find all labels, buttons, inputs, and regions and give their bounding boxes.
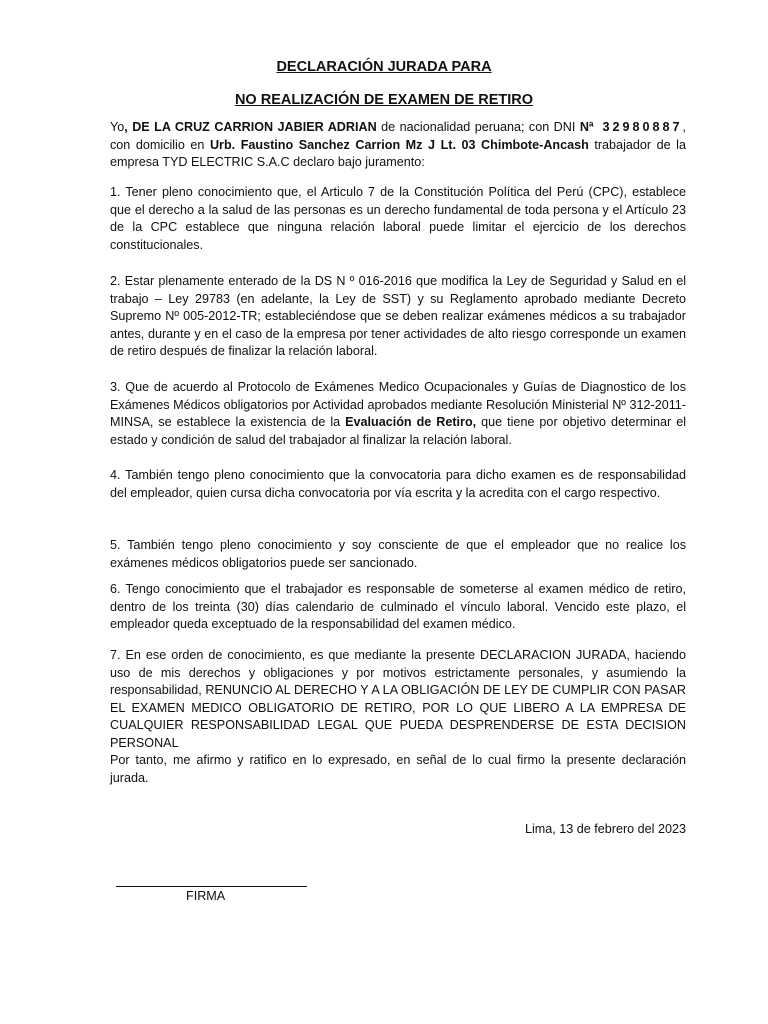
document-subtitle: NO REALIZACIÓN DE EXAMEN DE RETIRO — [234, 92, 534, 108]
intro-nationality: de nacionalidad peruana; con DNI — [376, 120, 580, 134]
intro-paragraph — [110, 119, 686, 172]
paragraph-1: 1. Tener pleno conocimiento que, el Articulo 7 de la Constitución Política del Perú (CPC), establece que el derecho a la salud de las personas es un derecho fundamental de toda persona y el Artículo 23 de la CPC establece que ninguna relación laboral puede limitar el ejercicio de los derechos constitucionales. — [110, 185, 686, 252]
intro-domicile-label: , con domicilio en — [110, 120, 687, 152]
paragraph-4: 4. También tengo pleno conocimiento que la convocatoria para dicho examen es de responsabilidad del empleador, quien cursa dicha convocatoria por vía escrita y la acredita con el cargo respectivo. — [110, 468, 686, 500]
intro-yo: Yo — [110, 120, 125, 134]
paragraph-3 — [110, 379, 686, 449]
place-date: Lima, 13 de febrero del 2023 — [524, 822, 686, 836]
signature-line — [116, 886, 307, 887]
paragraph-3-after: que tiene por objetivo determinar el estado y condición de salud del trabajador al finalizar la relación laboral. — [110, 415, 686, 447]
intro-rest: trabajador de la empresa TYD ELECTRIC S.A.C declaro bajo juramento: — [110, 137, 686, 170]
paragraph-5: 5. También tengo pleno conocimiento y soy consciente de que el empleador que no realice los exámenes médicos obligatorios puede ser sancionado. — [110, 538, 686, 570]
paragraph-3-bold: Evaluación de Retiro, — [345, 415, 477, 430]
declarant-name: , DE LA CRUZ CARRION JABIER ADRIAN — [124, 120, 377, 134]
declarant-address: Urb. Faustino Sanchez Carrion Mz J Lt. 03 Chimbote-Ancash — [209, 137, 589, 152]
document-title: DECLARACIÓN JURADA PARA — [276, 59, 492, 75]
dni-number: 32980887 — [602, 120, 683, 134]
paragraph-3-before: 3. Que de acuerdo al Protocolo de Exámenes Medico Ocupacionales y Guías de Diagnostico de los Exámenes Médicos obligatorios por Actividad aprobados mediante Resolución Ministerial Nº 312-2011-MINSA, se establece la existencia de la — [110, 380, 686, 430]
signature-label: FIRMA — [186, 889, 226, 903]
dni-label: Nª — [579, 120, 594, 134]
paragraph-2: 2. Estar plenamente enterado de la DS N º 016-2016 que modifica la Ley de Seguridad y Salud en el trabajo – Ley 29783 (en adelante, la Ley de SST) y su Reglamento aprobado mediante Decreto Supremo Nº 005-2012-TR; estableciéndose que se deben realizar exámenes médicos a su trabajador antes, durante y en el caso de la empresa por tener actividades de alto riesgo corresponde un examen de retiro después de finalizar la relación laboral. — [110, 274, 686, 359]
paragraph-7: 7. En ese orden de conocimiento, es que mediante la presente DECLARACION JURADA, haciendo uso de mis derechos y obligaciones y por motivos estrictamente personales, y asumiendo la responsabilidad, RENUNCIO AL DERECHO Y A LA OBLIGACIÓN DE LEY DE CUMPLIR CON PASAR EL EXAMEN MEDICO OBLIGATORIO DE RETIRO, POR LO QUE LIBERO A LA EMPRESA DE CUALQUIER RESPONSABILIDAD LEGAL QUE PUEDA DESPRENDERSE DE ESTA DECISION PERSONAL — [110, 648, 686, 750]
closing-paragraph: Por tanto, me afirmo y ratifico en lo expresado, en señal de lo cual firmo la presente declaración jurada. — [110, 753, 686, 785]
paragraph-6: 6. Tengo conocimiento que el trabajador es responsable de someterse al examen médico de retiro, dentro de los treinta (30) días calendario de culminado el vínculo laboral. Vencido este plazo, el empleador queda exceptuado de la responsabilidad del examen médico. — [110, 582, 686, 632]
